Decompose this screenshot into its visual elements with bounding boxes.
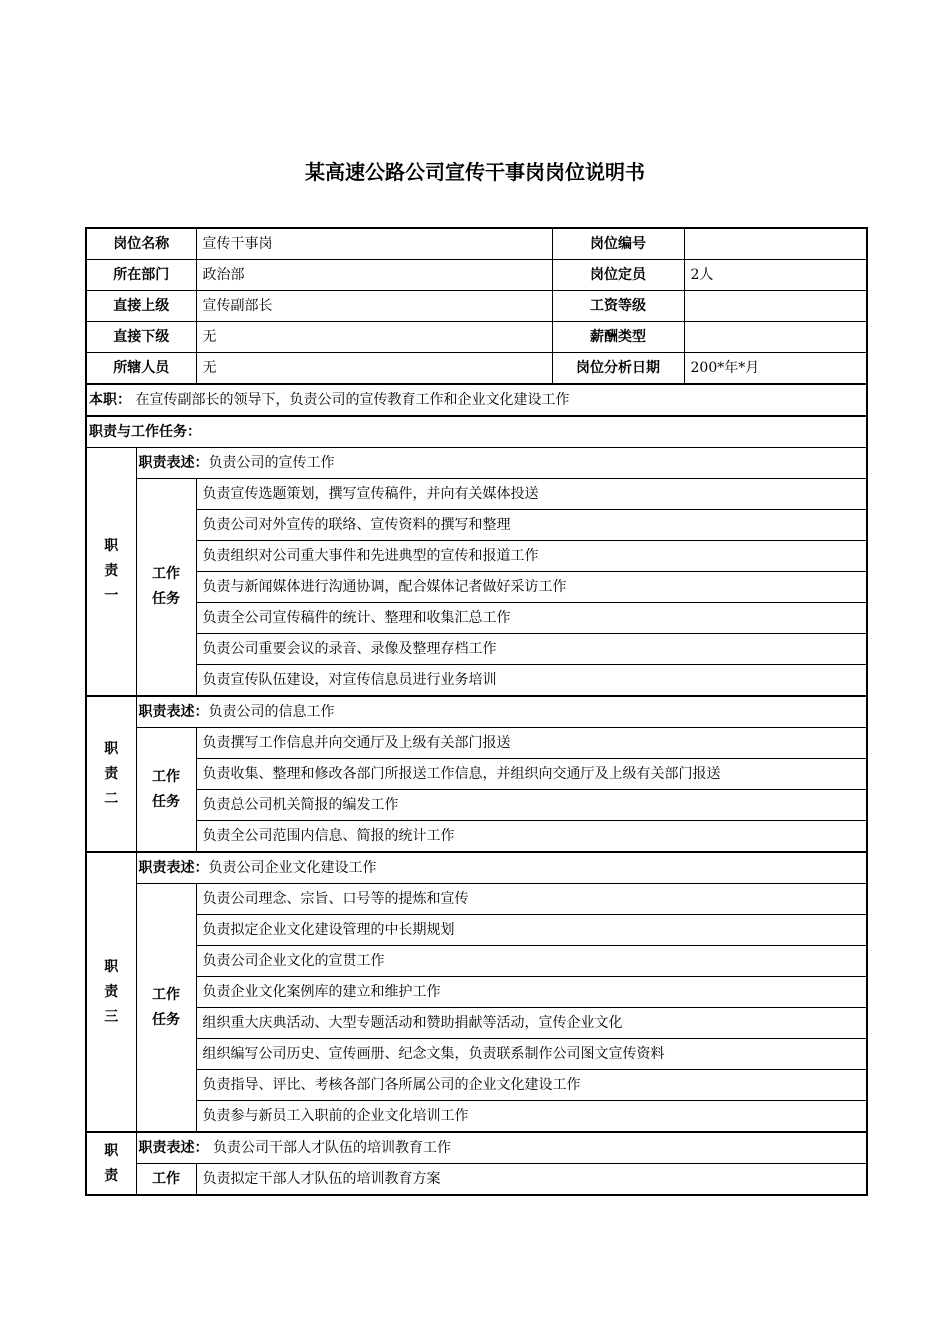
quota-value: 2人 <box>684 260 867 291</box>
duty-4-desc-cell <box>136 1132 867 1164</box>
task-label-line: 任务 <box>152 591 180 607</box>
role-text: 在宣传副部长的领导下，负责公司的宣传教育工作和企业文化建设工作 <box>135 392 570 408</box>
task-row <box>86 821 867 853</box>
task-item: 负责公司重要会议的录音、录像及整理存档工作 <box>196 634 867 665</box>
duty-4-desc-row <box>86 1132 867 1164</box>
task-label-line: 工作 <box>152 768 180 785</box>
subordinate-value: 无 <box>196 322 552 353</box>
task-row <box>86 634 867 665</box>
wage-label: 工资等级 <box>552 291 684 322</box>
task-item: 负责企业文化案例库的建立和维护工作 <box>196 977 867 1008</box>
task-item: 负责公司企业文化的宣贯工作 <box>196 946 867 977</box>
wage-value <box>684 291 867 322</box>
task-row <box>86 884 867 915</box>
subordinate-label: 直接下级 <box>86 322 196 353</box>
task-item: 负责宣传选题策划，撰写宣传稿件，并向有关媒体投送 <box>196 479 867 510</box>
duty-4-name-char: 职 <box>104 1142 119 1159</box>
task-row <box>86 915 867 946</box>
task-item: 负责参与新员工入职前的企业文化培训工作 <box>196 1101 867 1133</box>
row-post-name <box>86 228 867 260</box>
duty-1-name <box>86 448 136 697</box>
superior-value: 宣传副部长 <box>196 291 552 322</box>
role-cell <box>86 384 867 416</box>
duty-3-name-char: 三 <box>104 1008 119 1025</box>
duty-1-name-char: 职 <box>104 538 119 554</box>
duty-2-desc-cell <box>136 696 867 728</box>
task-label-line: 工作 <box>152 566 180 582</box>
row-superior <box>86 291 867 322</box>
duty-2-task-label <box>136 728 196 853</box>
duty-2-desc-row <box>86 696 867 728</box>
duty-3-desc-cell <box>136 852 867 884</box>
task-row <box>86 510 867 541</box>
task-row <box>86 665 867 697</box>
duty-3-name-char: 责 <box>104 983 119 1000</box>
duty-2-name-char: 职 <box>104 740 119 757</box>
duty-2-desc: 负责公司的信息工作 <box>208 704 335 720</box>
duty-desc-label: 职责表述： <box>138 704 209 720</box>
task-row <box>86 728 867 759</box>
task-item: 负责全公司宣传稿件的统计、整理和收集汇总工作 <box>196 603 867 634</box>
duty-3-name <box>86 852 136 1132</box>
salary-type-label: 薪酬类型 <box>552 322 684 353</box>
duty-2-name <box>86 696 136 852</box>
jurisdiction-value: 无 <box>196 353 552 385</box>
duty-1-name-char: 一 <box>104 588 119 604</box>
task-row <box>86 759 867 790</box>
duty-3-desc-row <box>86 852 867 884</box>
task-item: 负责撰写工作信息并向交通厅及上级有关部门报送 <box>196 728 867 759</box>
duty-desc-label: 职责表述： <box>138 860 209 876</box>
task-item: 负责公司理念、宗旨、口号等的提炼和宣传 <box>196 884 867 915</box>
duty-4-desc: 负责公司干部人才队伍的培训教育工作 <box>208 1140 451 1156</box>
post-name-value: 宣传干事岗 <box>196 228 552 260</box>
post-no-value <box>684 228 867 260</box>
duty-4-name <box>86 1132 136 1195</box>
row-subordinate <box>86 322 867 353</box>
duties-header: 职责与工作任务： <box>86 416 867 448</box>
task-row <box>86 790 867 821</box>
task-row <box>86 541 867 572</box>
task-row <box>86 479 867 510</box>
task-label-line: 任务 <box>152 793 180 810</box>
task-item: 负责组织对公司重大事件和先进典型的宣传和报道工作 <box>196 541 867 572</box>
duty-1-desc: 负责公司的宣传工作 <box>208 455 335 471</box>
duty-1-name-char: 责 <box>104 563 119 579</box>
task-item: 负责与新闻媒体进行沟通协调，配合媒体记者做好采访工作 <box>196 572 867 603</box>
task-item: 负责指导、评比、考核各部门各所属公司的企业文化建设工作 <box>196 1070 867 1101</box>
row-jurisdiction <box>86 353 867 385</box>
task-item: 负责全公司范围内信息、简报的统计工作 <box>196 821 867 853</box>
role-label: 本职： <box>89 392 131 408</box>
dept-label: 所在部门 <box>86 260 196 291</box>
task-row <box>86 977 867 1008</box>
analysis-date-label: 岗位分析日期 <box>552 353 684 385</box>
task-item: 组织重大庆典活动、大型专题活动和赞助捐献等活动，宣传企业文化 <box>196 1008 867 1039</box>
duty-3-desc: 负责公司企业文化建设工作 <box>208 860 377 876</box>
task-row <box>86 572 867 603</box>
duty-1-desc-cell <box>136 448 867 479</box>
quota-label: 岗位定员 <box>552 260 684 291</box>
task-row <box>86 1164 867 1196</box>
row-duties-header <box>86 416 867 448</box>
duty-desc-label: 职责表述： <box>138 1140 209 1156</box>
duty-4-name-char: 责 <box>104 1167 119 1184</box>
job-description-table <box>85 227 868 1196</box>
dept-value: 政治部 <box>196 260 552 291</box>
duty-desc-label: 职责表述： <box>138 455 209 471</box>
post-name-label: 岗位名称 <box>86 228 196 260</box>
task-item: 负责总公司机关简报的编发工作 <box>196 790 867 821</box>
duty-3-task-label <box>136 884 196 1133</box>
duty-3-name-char: 职 <box>104 958 119 975</box>
post-no-label: 岗位编号 <box>552 228 684 260</box>
superior-label: 直接上级 <box>86 291 196 322</box>
task-item: 负责公司对外宣传的联络、宣传资料的撰写和整理 <box>196 510 867 541</box>
task-row <box>86 1101 867 1133</box>
duty-4-task-label: 工作 <box>136 1164 196 1196</box>
task-row <box>86 1070 867 1101</box>
duty-2-name-char: 二 <box>104 790 119 807</box>
salary-type-value <box>684 322 867 353</box>
task-item: 负责收集、整理和修改各部门所报送工作信息，并组织向交通厅及上级有关部门报送 <box>196 759 867 790</box>
task-label-line: 工作 <box>152 986 180 1003</box>
document-title: 某高速公路公司宣传干事岗岗位说明书 <box>305 160 645 184</box>
task-label-line: 任务 <box>152 1011 180 1028</box>
analysis-date-value: 200*年*月 <box>684 353 867 385</box>
task-item: 负责拟定干部人才队伍的培训教育方案 <box>196 1164 867 1196</box>
row-dept <box>86 260 867 291</box>
task-row <box>86 603 867 634</box>
duty-1-desc-row <box>86 448 867 479</box>
task-row <box>86 1008 867 1039</box>
task-item: 负责拟定企业文化建设管理的中长期规划 <box>196 915 867 946</box>
duty-1-task-label <box>136 479 196 697</box>
task-item: 组织编写公司历史、宣传画册、纪念文集，负责联系制作公司图文宣传资料 <box>196 1039 867 1070</box>
task-item: 负责宣传队伍建设，对宣传信息员进行业务培训 <box>196 665 867 697</box>
jurisdiction-label: 所辖人员 <box>86 353 196 385</box>
duty-2-name-char: 责 <box>104 765 119 782</box>
task-row <box>86 946 867 977</box>
row-role <box>86 384 867 416</box>
task-row <box>86 1039 867 1070</box>
